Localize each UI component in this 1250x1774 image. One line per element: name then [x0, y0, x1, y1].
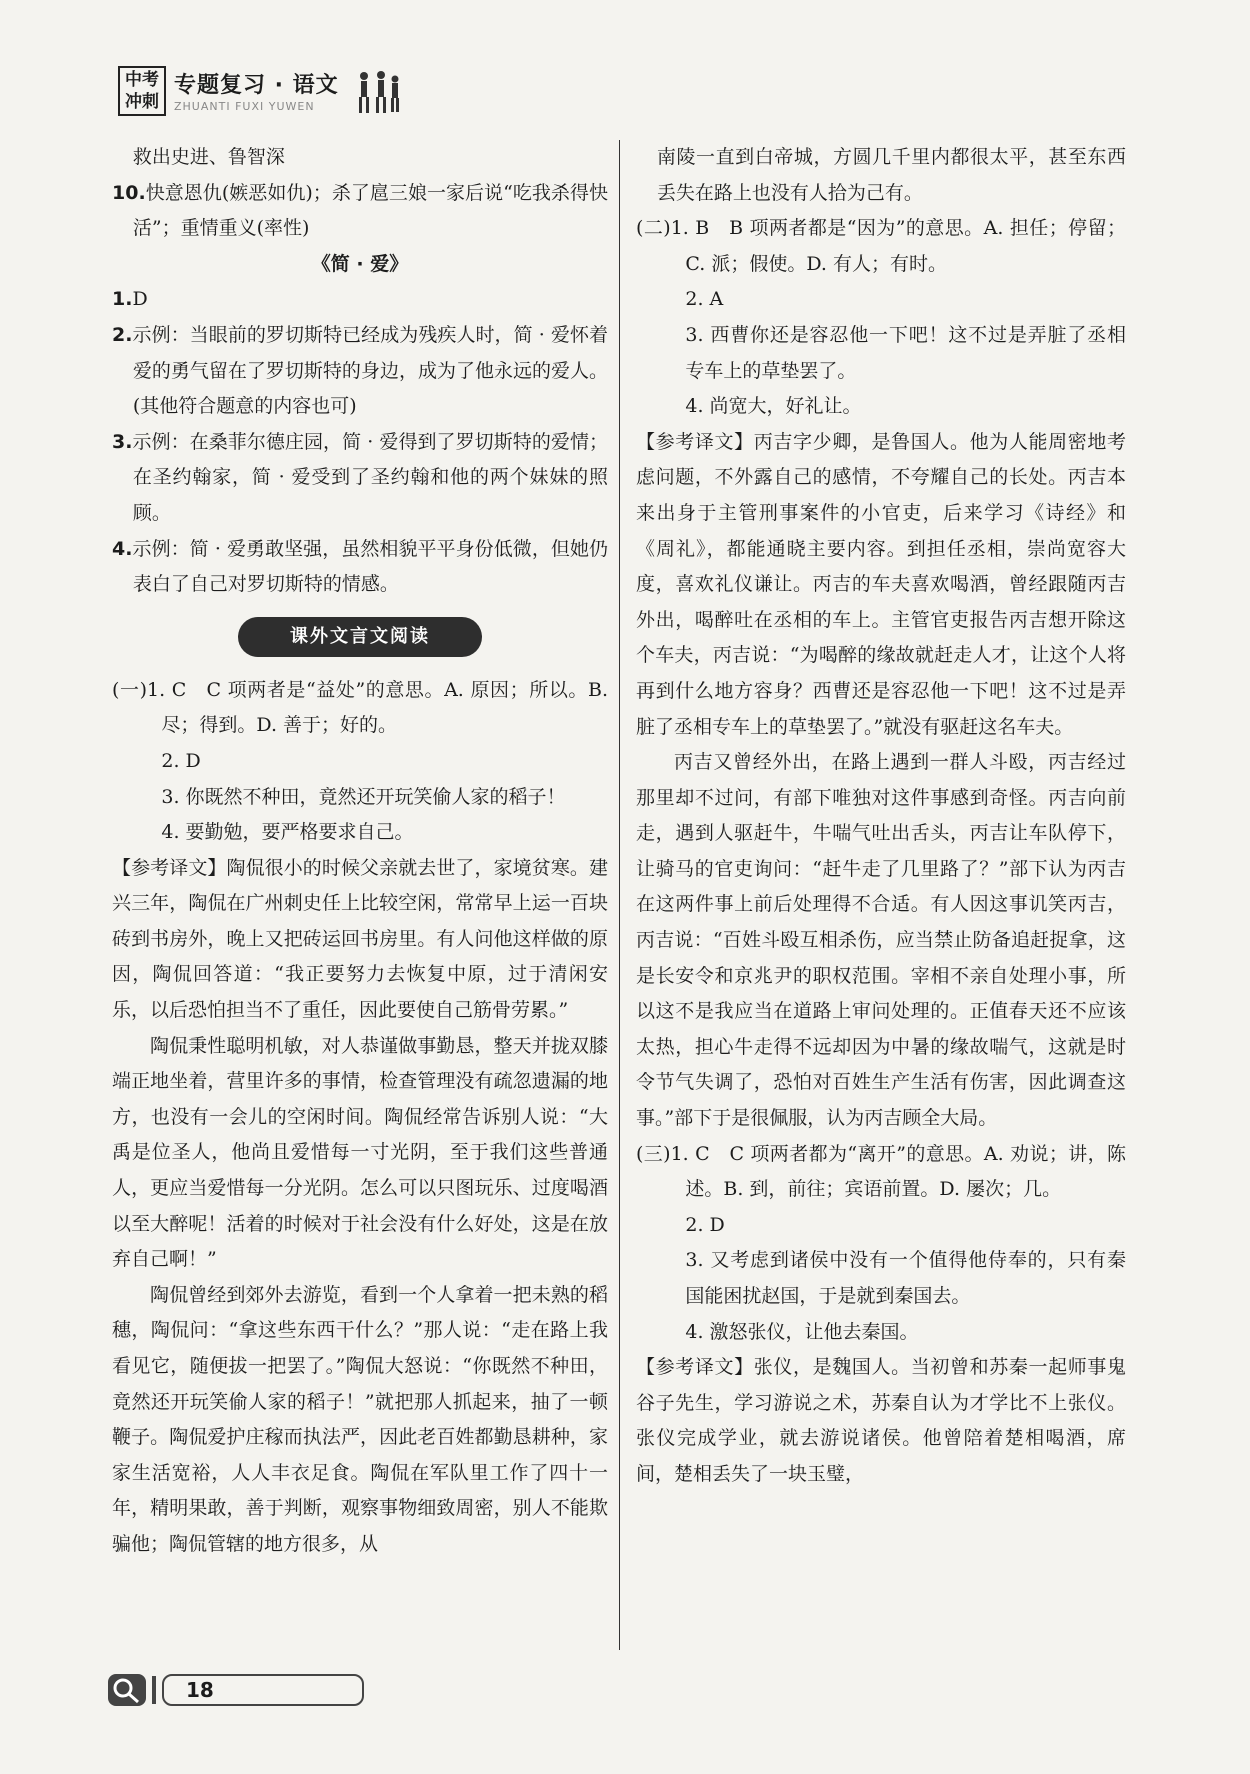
book-subtitle: ZHUANTI FUXI YUWEN — [174, 100, 315, 113]
search-icon — [108, 1674, 146, 1706]
question-1: (二)1. B B 项两者都是“因为”的意思。A. 担任；停留；C. 派；假使。D. 有人；有时。 — [636, 217, 1126, 275]
column-divider — [619, 140, 620, 1650]
page-number: 18 — [162, 1674, 364, 1706]
question-2: 2. D — [685, 1213, 725, 1236]
item-number: 2. — [112, 323, 133, 346]
question-3: 3. 又考虑到诸侯中没有一个值得他侍奉的，只有秦国能困扰赵国，于是就到秦国去。 — [685, 1249, 1126, 1307]
answer-item — [112, 318, 608, 425]
translation-para: 陶侃秉性聪明机敏，对人恭谨做事勤恳，整天并拢双膝端正地坐着，营里许多的事情，检查管理没有疏忽遗漏的地方，也没有一会儿的空闲时间。陶侃经常告诉别人说：“大禹是位圣人，他尚且爱惜每一寸光阴，至于我们这些普通人，更应当爱惜每一分光阴。怎么可以只图玩乐、过度喝酒以至大醉呢！活着的时候对于社会没有什么好处，这是在放弃自己啊！” — [112, 1034, 608, 1271]
right-column — [636, 140, 1126, 1493]
translation-para — [636, 1350, 1126, 1492]
item-text: 示例：当眼前的罗切斯特已经成为残疾人时，简 · 爱怀着爱的勇气留在了罗切斯特的身边，成为了他永远的爱人。(其他符合题意的内容也可) — [132, 323, 608, 418]
badge-line-2: 冲刺 — [125, 92, 159, 112]
translation-text: 张仪，是魏国人。当初曾和苏秦一起师事鬼谷子先生，学习游说之术，苏秦自认为才学比不上张仪。张仪完成学业，就去游说诸侯。他曾陪着楚相喝酒，席间，楚相丢失了一块玉璧， — [636, 1356, 1126, 1485]
translation-label: 【参考译文】 — [636, 1356, 754, 1379]
answer-item — [112, 425, 608, 532]
question-4: 4. 激怒张仪，让他去秦国。 — [685, 1320, 919, 1343]
item-number: 4. — [112, 537, 133, 560]
runners-logo-icon — [354, 70, 402, 116]
translation-text: 陶侃很小的时候父亲就去世了，家境贫寒。建兴三年，陶侃在广州刺史任上比较空闲，常常早上运一百块砖到书房外，晚上又把砖运回书房里。有人问他这样做的原因，陶侃回答道：“我正要努力去恢复中原，过于清闲安乐，以后恐怕担当不了重任，因此要使自己筋骨劳累。” — [112, 856, 608, 1022]
answer-line: 救出史进、鲁智深 — [132, 146, 285, 168]
item-number: 3. — [112, 430, 133, 453]
answer-item — [112, 532, 608, 603]
item-text: 快意恩仇(嫉恶如仇)；杀了扈三娘一家后说“吃我杀得快活”；重情重义(率性) — [132, 181, 608, 240]
question-2: 2. A — [685, 288, 724, 311]
translation-label: 【参考译文】 — [112, 856, 227, 879]
question-4: 4. 尚宽大，好礼让。 — [685, 395, 862, 418]
answer-item — [112, 282, 608, 318]
answer-item-10 — [112, 176, 608, 247]
footer-separator — [152, 1676, 156, 1704]
translation-continued: 南陵一直到白帝城，方圆几千里内都很太平，甚至东西丢失在路上也没有人拾为己有。 — [656, 146, 1126, 204]
translation-para: 陶侃曾经到郊外去游览，看到一个人拿着一把未熟的稻穗，陶侃问：“拿这些东西干什么？”那人说：“走在路上我看见它，随便拔一把罢了。”陶侃大怒说：“你既然不种田，竟然还开玩笑偷人家的稻子！”就把那人抓起来，抽了一顿鞭子。陶侃爱护庄稼而执法严，因此老百姓都勤恳耕种，家家生活宽裕，人人丰衣足食。陶侃在军队里工作了四十一年，精明果敢，善于判断，观察事物细致周密，别人不能欺骗他；陶侃管辖的地方很多，从 — [112, 1283, 608, 1555]
translation-para: 丙吉又曾经外出，在路上遇到一群人斗殴，丙吉经过那里却不过问，有部下唯独对这件事感到奇怪。丙吉向前走，遇到人驱赶牛，牛喘气吐出舌头，丙吉让车队停下，让骑马的官吏询问：“赶牛走了几里路了？”部下认为丙吉在这两件事上前后处理得不合适。有人因这事讥笑丙吉，丙吉说：“百姓斗殴互相杀伤，应当禁止防备追赶捉拿，这是长安令和京兆尹的职权范围。宰相不亲自处理小事，所以这不是我应当在道路上审问处理的。正值春天还不应该太热，担心牛走得不远却因为中暑的缘故喘气，这就是时令节气失调了，恐怕对百姓生产生活有伤害，因此调查这事。”部下于是很佩服，认为丙吉顾全大局。 — [636, 751, 1126, 1130]
left-column — [112, 140, 608, 1563]
question-1: (一)1. C C 项两者是“益处”的意思。A. 原因；所以。B. 尽；得到。D. 善于；好的。 — [112, 678, 608, 737]
section-book-title: 《简 · 爱》 — [311, 252, 409, 275]
section-banner: 课外文言文阅读 — [238, 617, 482, 657]
translation-label: 【参考译文】 — [636, 430, 754, 453]
question-3: 3. 西曹你还是容忍他一下吧！这不过是弄脏了丞相专车上的草垫罢了。 — [685, 323, 1126, 382]
badge-line-1: 中考 — [125, 70, 159, 90]
item-text: D — [132, 288, 148, 311]
translation-para — [636, 425, 1126, 745]
item-text: 示例：在桑菲尔德庄园，简 · 爱得到了罗切斯特的爱情；在圣约翰家，简 · 爱受到了圣约翰和他的两个妹妹的照顾。 — [132, 430, 608, 524]
question-4: 4. 要勤勉，要严格要求自己。 — [161, 821, 414, 844]
item-text: 示例：简 · 爱勇敢坚强，虽然相貌平平身份低微，但她仍表白了自己对罗切斯特的情感。 — [132, 537, 608, 596]
translation-text: 丙吉字少卿，是鲁国人。他为人能周密地考虑问题，不外露自己的感情，不夸耀自己的长处。丙吉本来出身于主管刑事案件的小官吏，后来学习《诗经》和《周礼》，都能通晓主要内容。到担任丞相，崇尚宽容大度，喜欢礼仪谦让。丙吉的车夫喜欢喝酒，曾经跟随丙吉外出，喝醉吐在丞相的车上。主管官吏报告丙吉想开除这个车夫，丙吉说：“为喝醉的缘故就赶走人才，让这个人将再到什么地方容身？西曹还是容忍他一下吧！这不过是弄脏了丞相专车上的草垫罢了。”就没有驱赶这名车夫。 — [636, 430, 1126, 738]
question-3: 3. 你既然不种田，竟然还开玩笑偷人家的稻子！ — [161, 785, 566, 808]
series-badge — [118, 66, 166, 116]
translation-para — [112, 851, 608, 1029]
book-title: 专题复习 · 语文 — [174, 73, 339, 98]
question-1: (三)1. C C 项两者都为“离开”的意思。A. 劝说；讲，陈述。B. 到，前往；宾语前置。D. 屡次；几。 — [636, 1142, 1126, 1201]
item-number: 1. — [112, 288, 133, 311]
question-2: 2. D — [161, 749, 201, 772]
item-number: 10. — [112, 181, 146, 204]
